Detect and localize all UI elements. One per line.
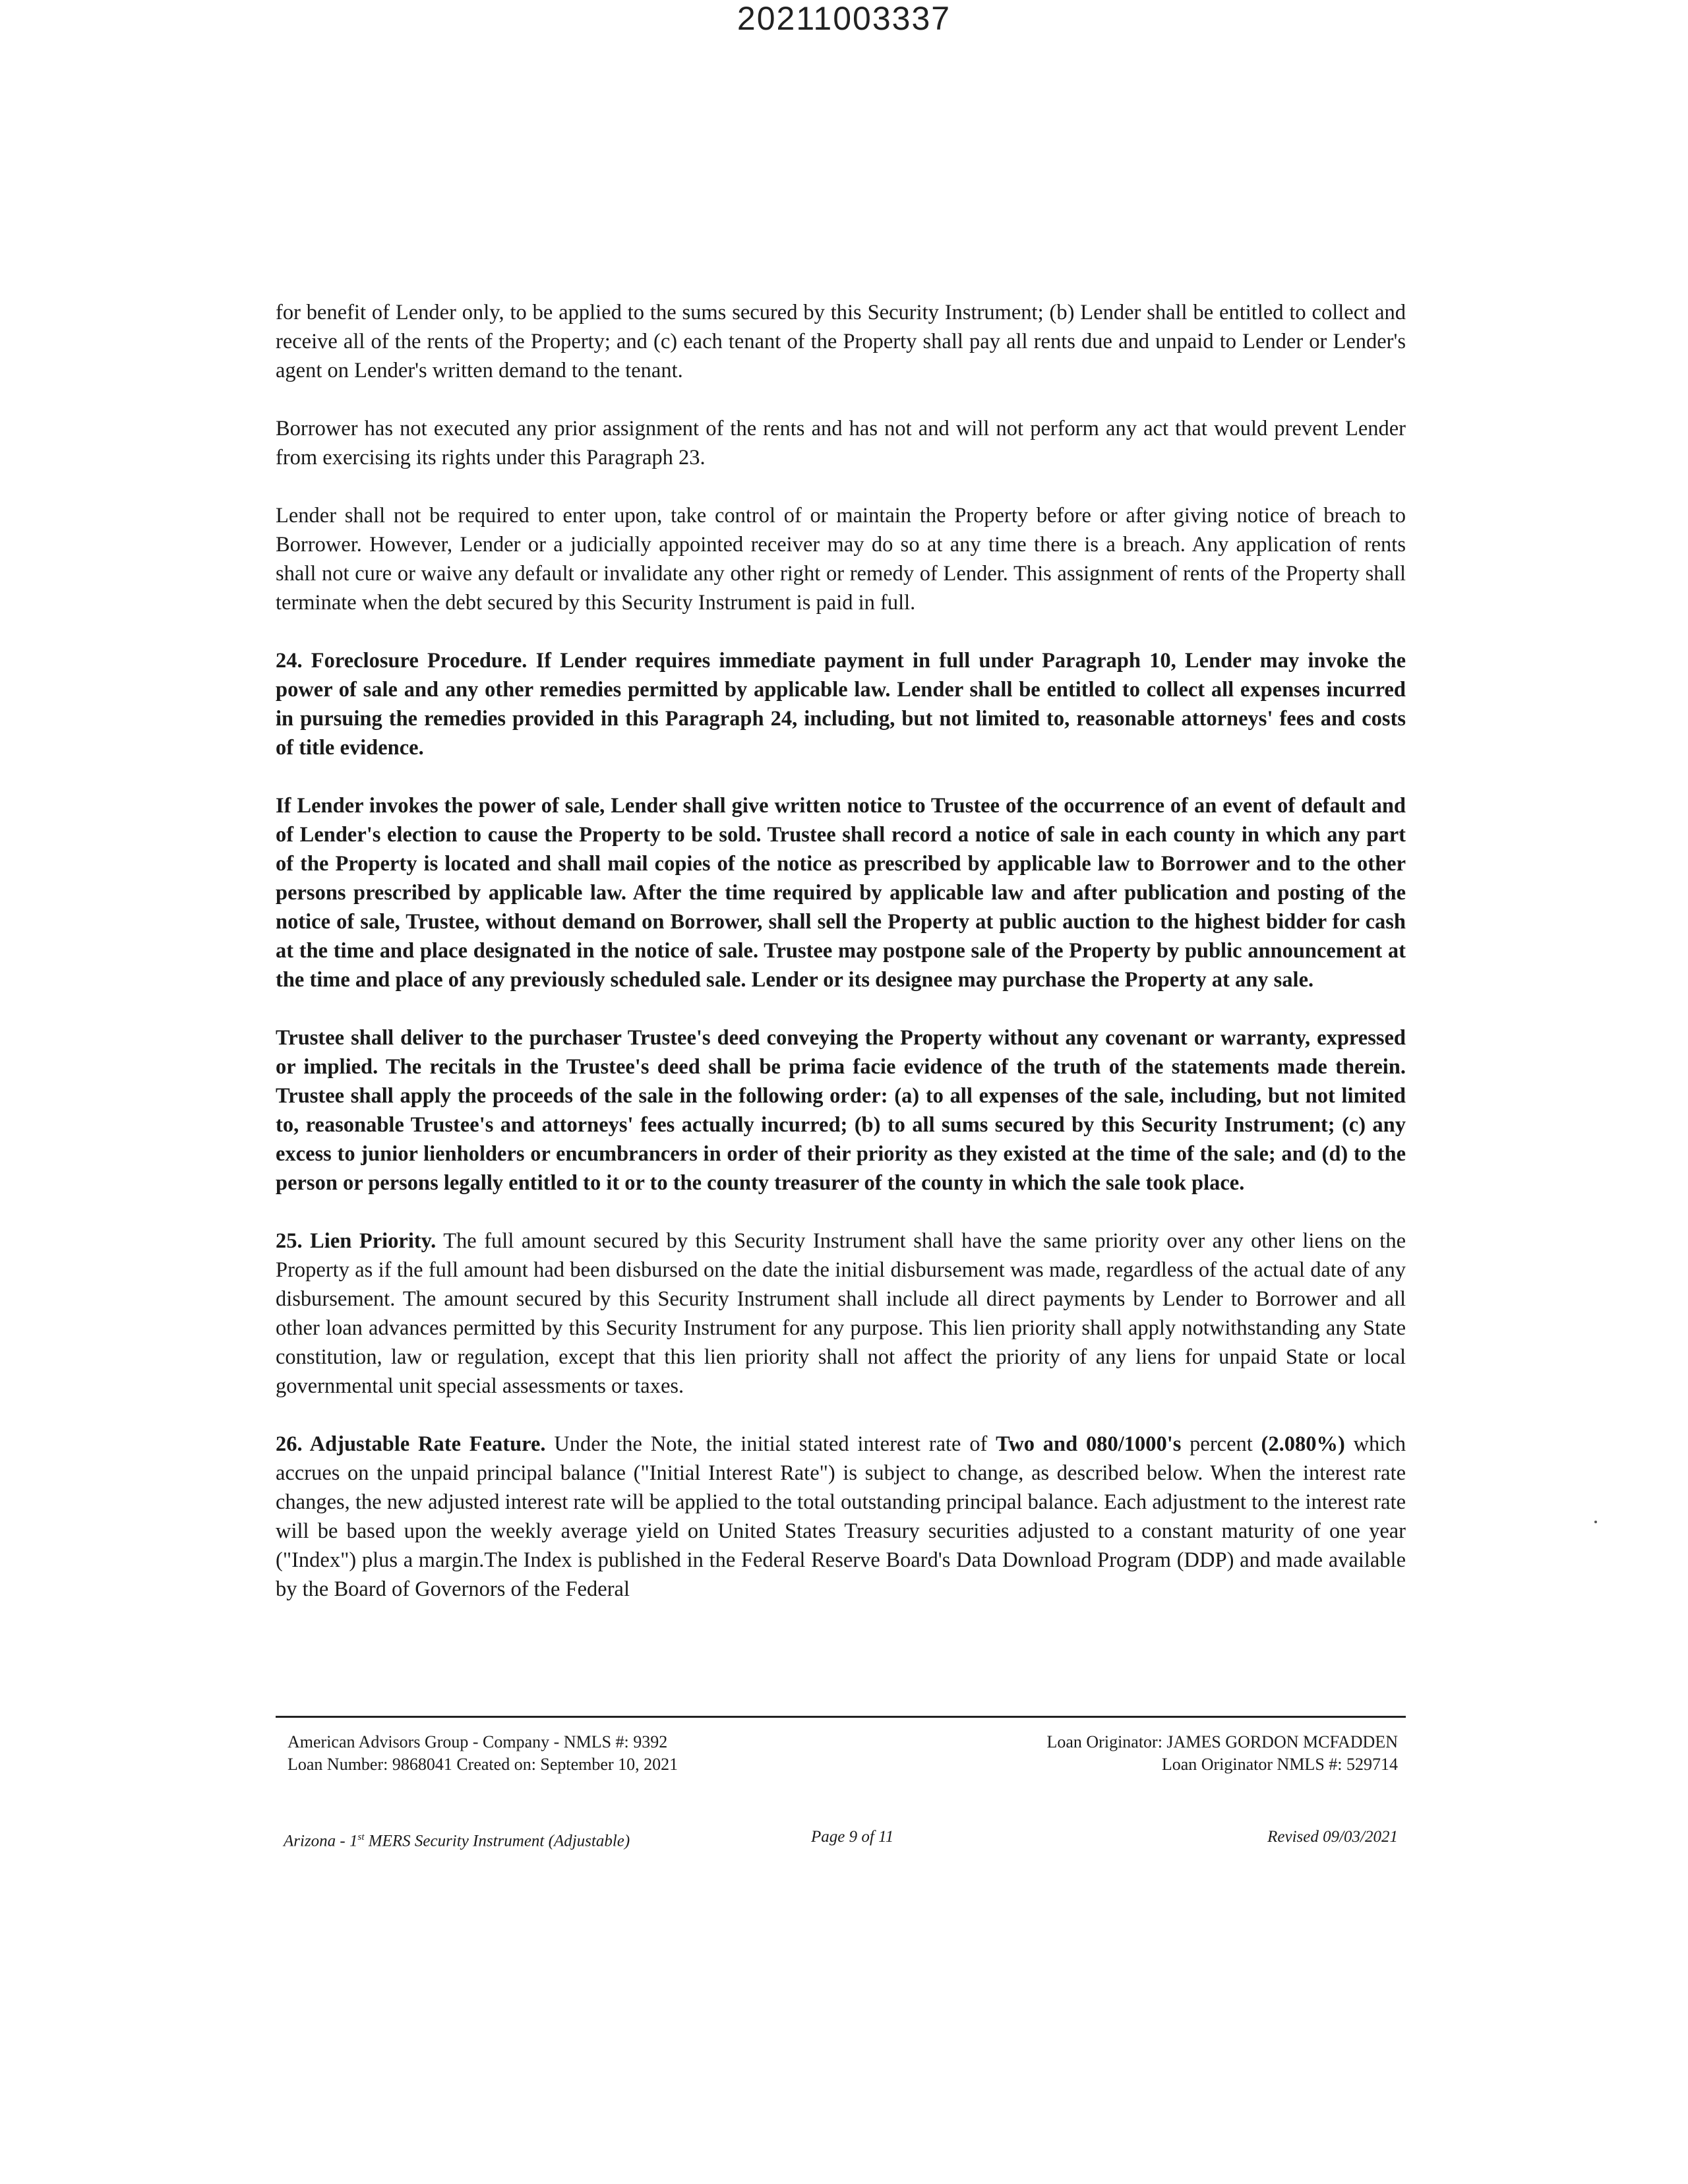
footer-form-title-prefix: Arizona - 1	[284, 1832, 358, 1850]
footer-form-title	[284, 1827, 630, 1852]
document-body	[276, 298, 1406, 1604]
paragraph-prior-assignment: Borrower has not executed any prior assignment of the rents and has not and will not perform any act that would prevent Lender from exercising its rights under this Paragraph 23.	[276, 417, 1406, 470]
section-26-heading: 26. Adjustable Rate Feature.	[276, 1432, 546, 1456]
section-24-heading: 24. Foreclosure Procedure.	[276, 649, 528, 673]
footer-revised-date: Revised 09/03/2021	[1267, 1828, 1398, 1846]
scan-speck	[1594, 1521, 1597, 1523]
footer-form-title-suffix: MERS Security Instrument (Adjustable)	[364, 1832, 630, 1850]
footer-page-number: Page 9 of 11	[811, 1828, 894, 1846]
footer-company-line: American Advisors Group - Company - NMLS #: 9392	[287, 1732, 668, 1751]
paragraph-control-of-property: Lender shall not be required to enter upon, take control of or maintain the Property before or after giving notice of breach to Borrower. However, Lender or a judicially appointed receiver may do so at any time there is a breach. Any application of rents shall not cure or waive any default or invalidate any other right or remedy of Lender. This assignment of rents of the Property shall terminate when the debt secured by this Security Instrument is paid in full.	[276, 504, 1406, 615]
section-26-text-after-rate: which accrues on the unpaid principal balance ("Initial Interest Rate") is subject to change, as described below. When the interest rate changes, the new adjusted interest rate will be applied to the total outstanding principal balance. Each adjustment to the interest rate will be based upon the weekly average yield on United States Treasury securities adjusted to a constant maturity of one year ("Index") plus a margin.The Index is published in the Federal Reserve Board's Data Download Program (DDP) and made available by the Board of Governors of the Federal	[276, 1432, 1406, 1601]
section-25-lien-priority	[276, 1227, 1406, 1401]
footer-form-title-sup: st	[357, 1832, 365, 1842]
paragraph-power-of-sale: If Lender invokes the power of sale, Lender shall give written notice to Trustee of the occurrence of an event of default and of Lender's election to cause the Property to be sold. Trustee shall record a notice of sale in each county in which any part of the Property is located and shall mail copies of the notice as prescribed by applicable law to Borrower and to the other persons prescribed by applicable law. After the time required by applicable law and after publication and posting of the notice of sale, Trustee, without demand on Borrower, shall sell the Property at public auction to the highest bidder for cash at the time and place designated in the notice of sale. Trustee may postpone sale of the Property by public announcement at the time and place of any previously scheduled sale. Lender or its designee may purchase the Property at any sale.	[276, 794, 1406, 992]
section-25-text: The full amount secured by this Security Instrument shall have the same priority over any other liens on the Property as if the full amount had been disbursed on the date the initial disbursement was made, regardless of the actual date of any disbursement. The amount secured by this Security Instrument shall include all direct payments by Lender to Borrower and all other loan advances permitted by this Security Instrument for any purpose. This lien priority shall apply notwithstanding any State constitution, law or regulation, except that this lien priority shall not affect the priority of any liens for unpaid State or local governmental unit special assessments or taxes.	[276, 1229, 1406, 1398]
section-26-adjustable-rate	[276, 1430, 1406, 1604]
footer-loan-line: Loan Number: 9868041 Created on: September 10, 2021	[287, 1755, 678, 1774]
footer-originator-line: Loan Originator: JAMES GORDON MCFADDEN	[1046, 1732, 1398, 1751]
section-26-percent-word: percent	[1190, 1432, 1253, 1456]
section-25-heading: 25. Lien Priority.	[276, 1229, 437, 1253]
footer-originator-info	[1046, 1731, 1398, 1776]
document-number: 20211003337	[737, 0, 951, 37]
footer-originator-nmls-line: Loan Originator NMLS #: 529714	[1161, 1755, 1398, 1774]
paragraph-trustee-deed: Trustee shall deliver to the purchaser Trustee's deed conveying the Property without any covenant or warranty, expressed or implied. The recitals in the Trustee's deed shall be prima facie evidence of the truth of the statements made therein. Trustee shall apply the proceeds of the sale in the following order: (a) to all expenses of the sale, including, but not limited to, reasonable Trustee's and attorneys' fees actually incurred; (b) to all sums secured by this Security Instrument; (c) any excess to junior lienholders or encumbrancers in order of their priority as they existed at the time of the sale; and (d) to the person or persons legally entitled to it or to the county treasurer of the county in which the sale took place.	[276, 1026, 1406, 1195]
section-24-foreclosure	[276, 646, 1406, 762]
footer-divider	[276, 1716, 1406, 1718]
section-26-rate-number: (2.080%)	[1261, 1432, 1345, 1456]
paragraph-rents-continued: for benefit of Lender only, to be applied to the sums secured by this Security Instrument; (b) Lender shall be entitled to collect and receive all of the rents of the Property; and (c) each tenant of the Property shall pay all rents due and unpaid to Lender or Lender's agent on Lender's written demand to the tenant.	[276, 301, 1406, 382]
footer-company-info	[287, 1731, 678, 1776]
section-24-text: If Lender requires immediate payment in full under Paragraph 10, Lender may invoke the power of sale and any other remedies permitted by applicable law. Lender shall be entitled to collect all expenses incurred in pursuing the remedies provided in this Paragraph 24, including, but not limited to, reasonable attorneys' fees and costs of title evidence.	[276, 649, 1406, 760]
section-26-rate-words: Two and 080/1000's	[996, 1432, 1182, 1456]
section-26-text-before-rate: Under the Note, the initial stated interest rate of	[554, 1432, 988, 1456]
